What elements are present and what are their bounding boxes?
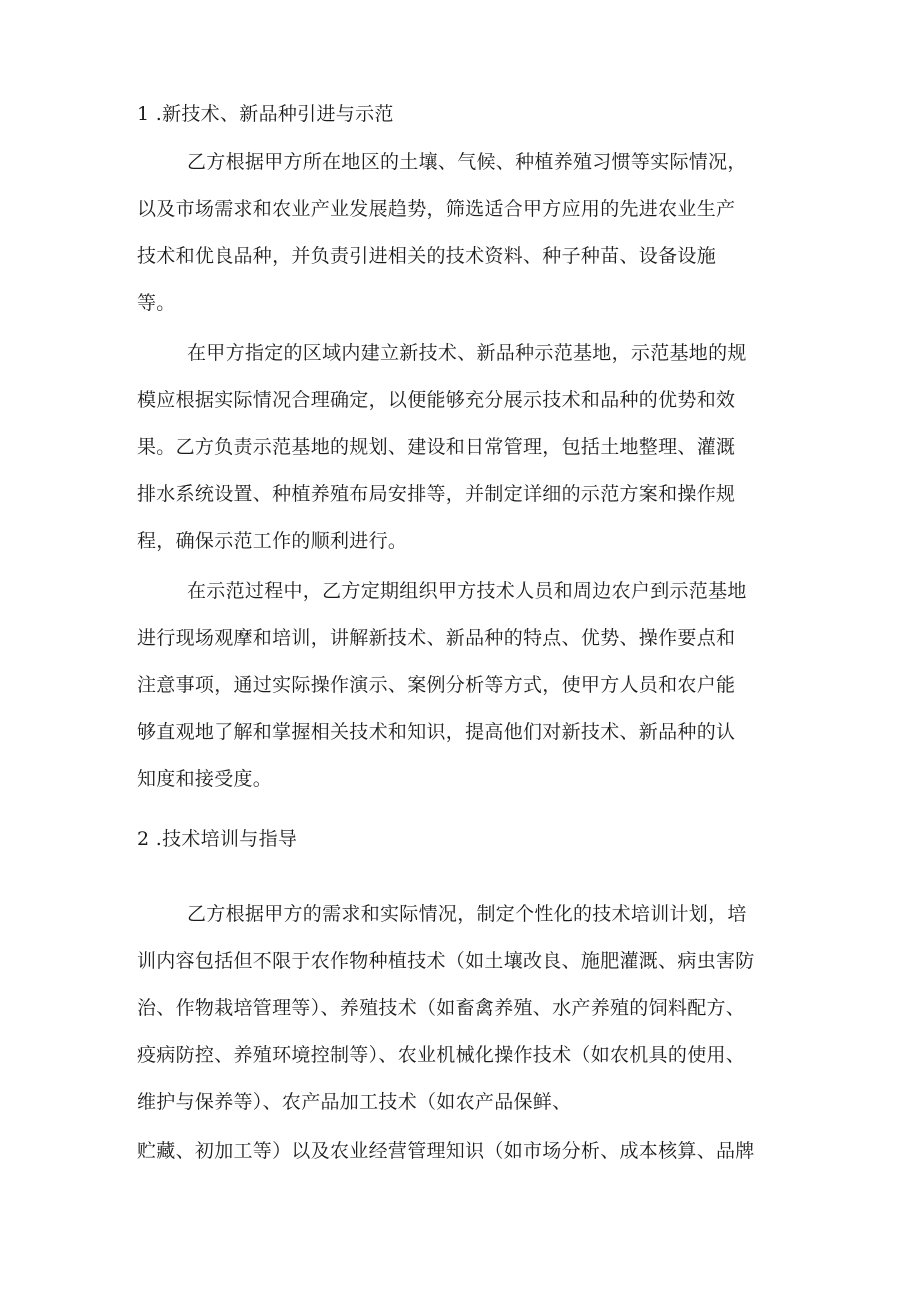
paragraph-line: 技术和优良品种，并负责引进相关的技术资料、种子种苗、设备设施 [137,245,717,267]
paragraph-line: 训内容包括但不限于农作物种植技术（如土壤改良、施肥灌溉、病虫害防 [137,950,755,972]
paragraph-line: 贮藏、初加工等）以及农业经营管理知识（如市场分析、成本核算、品牌 [137,1140,755,1162]
paragraph-line: 乙方根据甲方所在地区的土壤、气候、种植养殖习惯等实际情况， [187,151,747,173]
section-heading-1: 1 .新技术、新品种引进与示范 [137,103,394,125]
paragraph-line: 够直观地了解和掌握相关技术和知识，提高他们对新技术、新品种的认 [137,721,736,743]
paragraph-line: 进行现场观摩和培训，讲解新技术、新品种的特点、优势、操作要点和 [137,627,736,649]
paragraph-line: 在示范过程中，乙方定期组织甲方技术人员和周边农户到示范基地 [187,580,747,602]
paragraph-line: 注意事项，通过实际操作演示、案例分析等方式，使甲方人员和农户能 [137,674,736,696]
paragraph-line: 果。乙方负责示范基地的规划、建设和日常管理，包括土地整理、灌溉 [137,436,736,458]
section-heading-2: 2 .技术培训与指导 [137,828,298,850]
paragraph-line: 排水系统设置、种植养殖布局安排等，并制定详细的示范方案和操作规 [137,483,736,505]
paragraph-line: 治、作物栽培管理等）、养殖技术（如畜禽养殖、水产养殖的饲料配方、 [137,997,746,1019]
paragraph-line: 在甲方指定的区域内建立新技术、新品种示范基地，示范基地的规 [187,342,747,364]
paragraph-line: 疫病防控、养殖环境控制等）、农业机械化操作技术（如农机具的使用、 [137,1044,746,1066]
paragraph-line: 以及市场需求和农业产业发展趋势，筛选适合甲方应用的先进农业生产 [137,198,736,220]
paragraph-line: 模应根据实际情况合理确定，以便能够充分展示技术和品种的优势和效 [137,389,736,411]
paragraph-line: 维护与保养等）、农产品加工技术（如农产品保鲜、 [137,1091,572,1113]
paragraph-line: 程，确保示范工作的顺利进行。 [137,530,408,552]
paragraph-line: 乙方根据甲方的需求和实际情况，制定个性化的技术培训计划，培 [187,903,747,925]
paragraph-line: 等。 [137,292,176,314]
paragraph-line: 知度和接受度。 [137,768,273,790]
